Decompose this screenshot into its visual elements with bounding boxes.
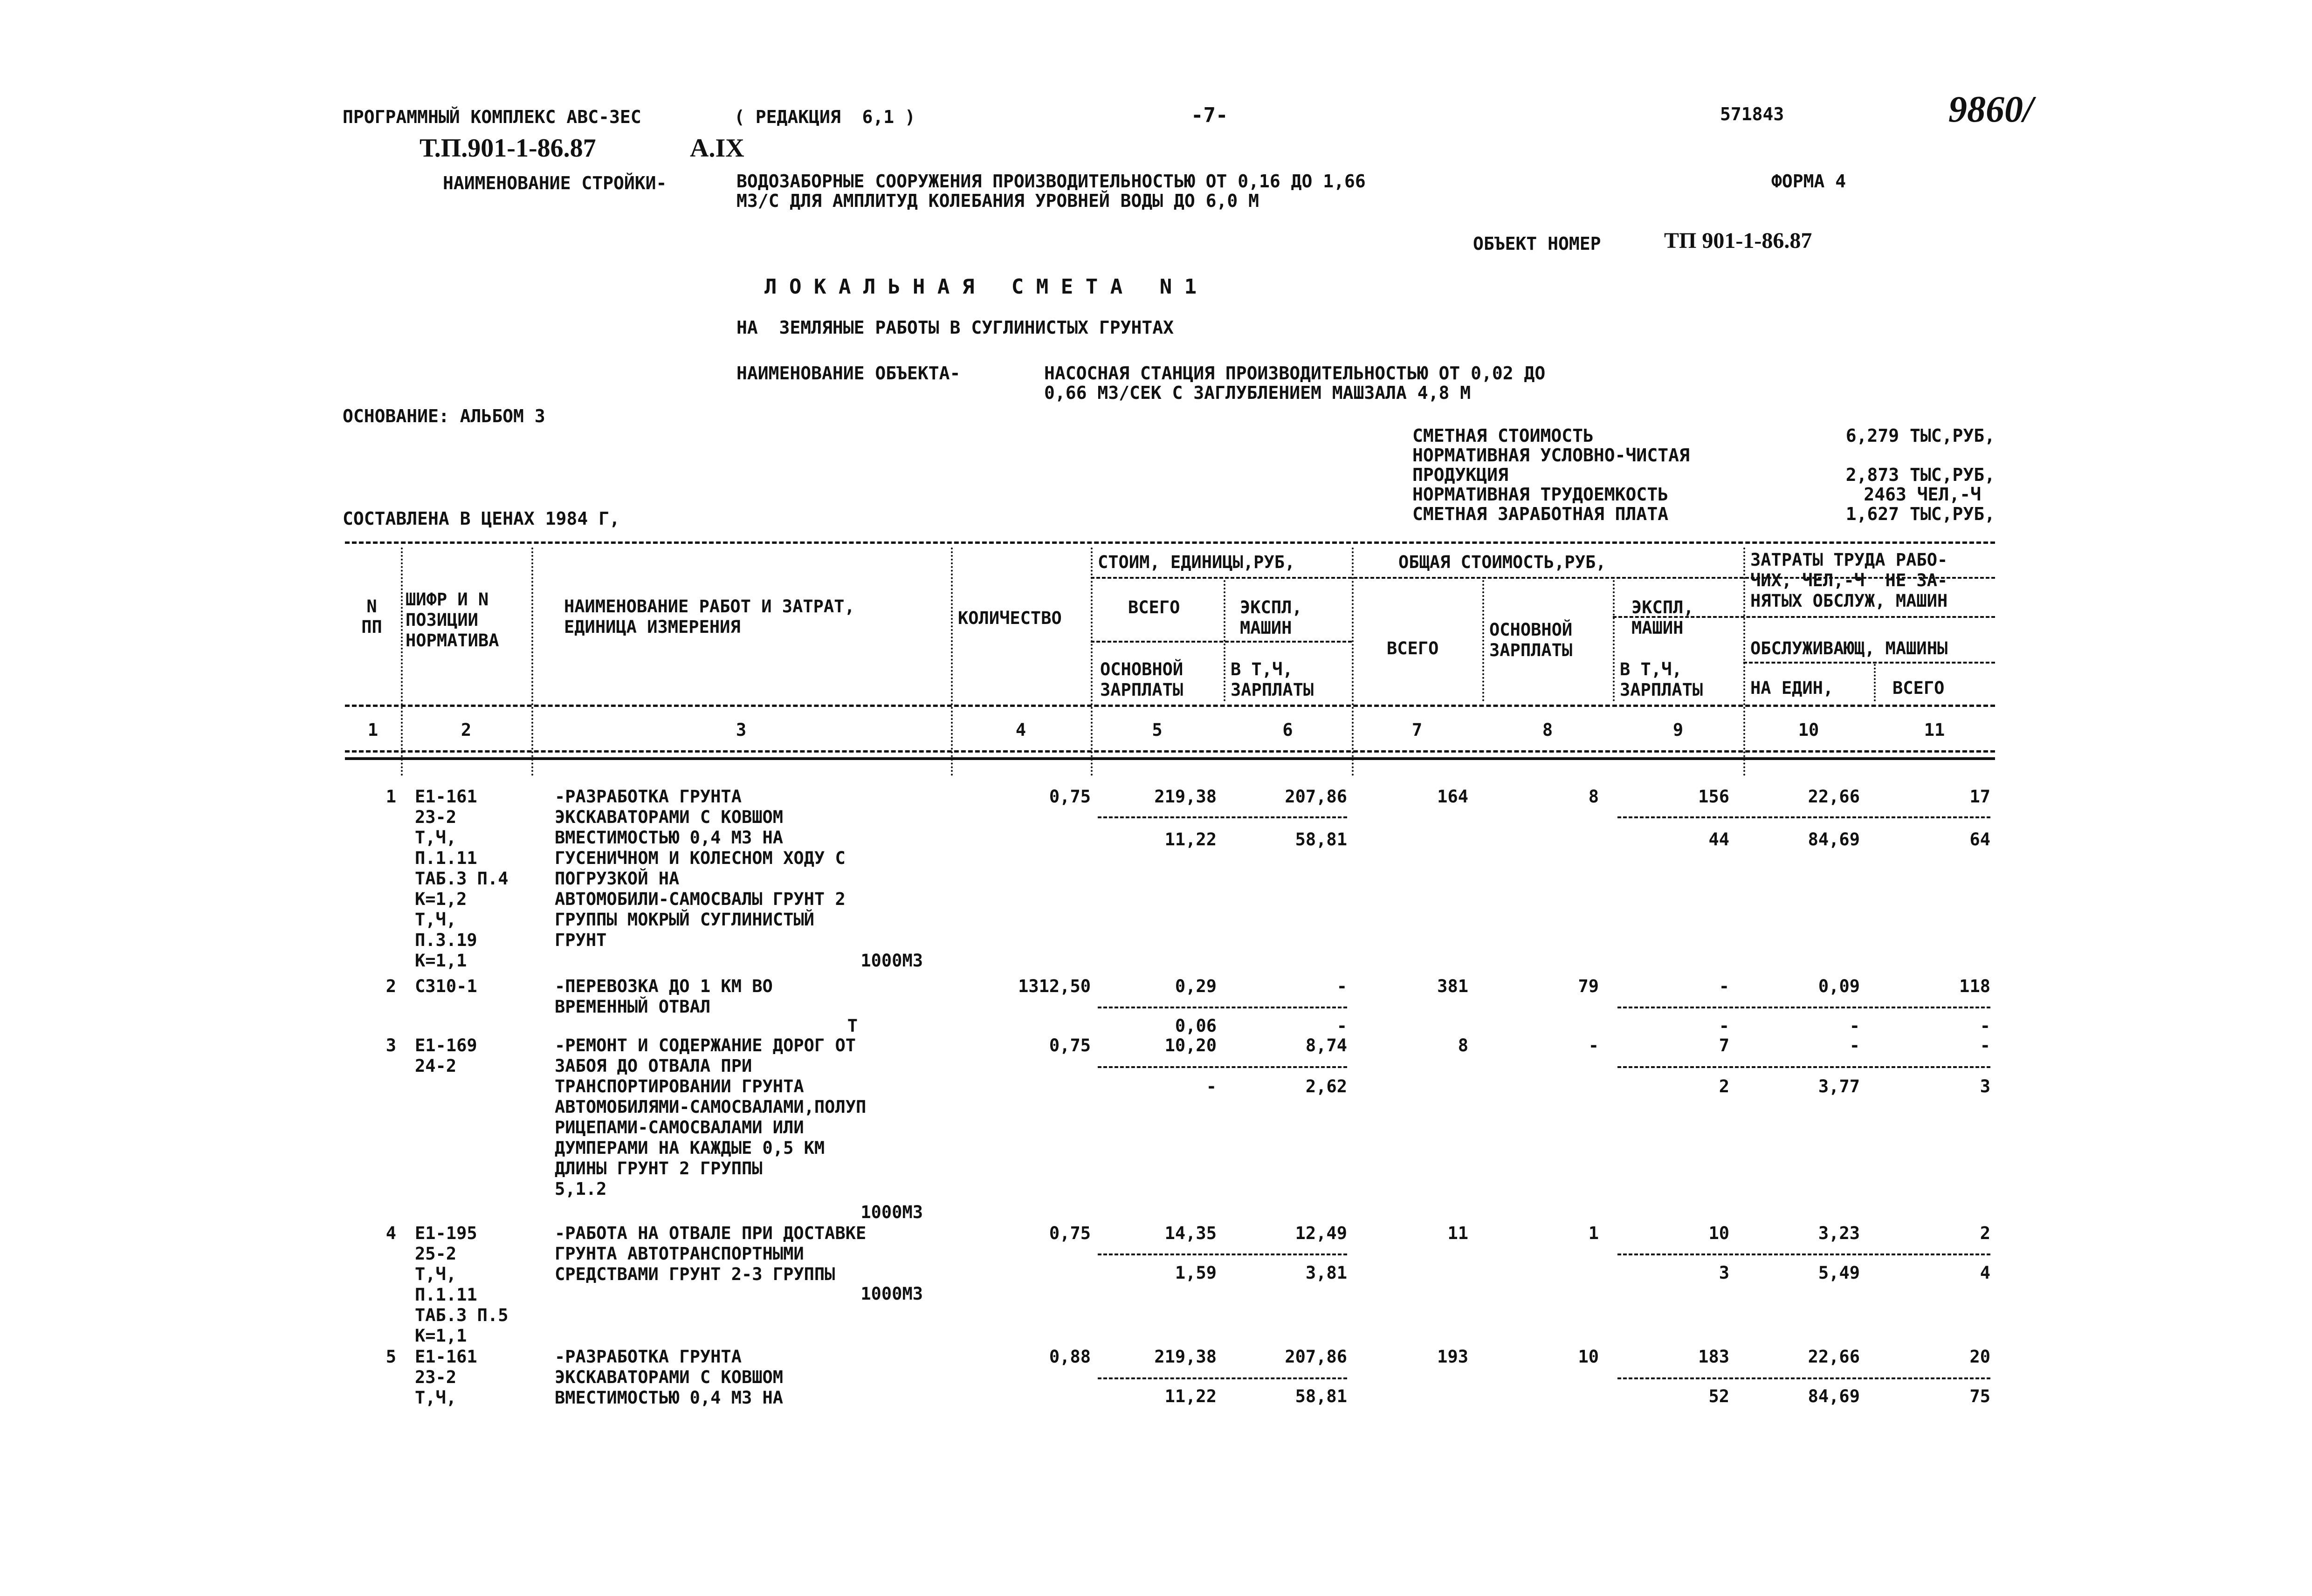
row-total-wage: -	[1588, 1035, 1599, 1055]
column-divider	[401, 548, 403, 776]
album: А.IX	[690, 134, 744, 163]
row-total-mach-wage: 52	[1708, 1386, 1729, 1406]
summary-label: СМЕТНАЯ СТОИМОСТЬ	[1412, 425, 1594, 446]
doc-code: 571843	[1720, 104, 1784, 124]
row-unit-wage: -	[1206, 1076, 1217, 1096]
header-total-mach: ЭКСПЛ, МАШИН	[1631, 597, 1694, 638]
estimate-title: Л О К А Л Ь Н А Я С М Е Т А N 1	[764, 275, 1197, 299]
row-separator	[1617, 1007, 1990, 1008]
row-quantity: 0,75	[1049, 1223, 1091, 1243]
row-total-all: 381	[1437, 976, 1468, 996]
row-code: Е1-169 24-2	[415, 1035, 477, 1076]
header-col-qty: КОЛИЧЕСТВО	[958, 608, 1062, 628]
row-total-mach: 10	[1708, 1223, 1729, 1243]
row-labor-unit: 84,69	[1808, 829, 1860, 849]
row-unit: 1000М3	[860, 951, 923, 971]
build-name-line2: М3/С ДЛЯ АМПЛИТУД КОЛЕБАНИЯ УРОВНЕЙ ВОДЫ ДО 6,0 М	[736, 191, 1259, 211]
row-separator	[1617, 816, 1990, 818]
row-labor-total: -	[1980, 1035, 1990, 1055]
header-rule	[1743, 662, 1995, 664]
row-total-mach-wage: -	[1719, 1016, 1729, 1036]
row-total-mach-wage: 44	[1708, 829, 1729, 849]
row-code: Е1-161 23-2 Т,Ч,	[415, 1347, 477, 1408]
row-total-wage: 10	[1578, 1347, 1599, 1367]
column-number: 9	[1672, 720, 1684, 740]
column-number: 8	[1542, 720, 1553, 740]
column-number: 10	[1798, 720, 1819, 740]
column-divider	[531, 548, 533, 776]
row-unit-mach-wage: 2,62	[1305, 1076, 1347, 1096]
build-name-line1: ВОДОЗАБОРНЫЕ СООРУЖЕНИЯ ПРОИЗВОДИТЕЛЬНОСТЬЮ ОТ 0,16 ДО 1,66	[736, 171, 1366, 192]
row-labor-unit: 22,66	[1808, 787, 1860, 807]
column-divider	[1613, 580, 1615, 701]
row-code: Е1-195 25-2 Т,Ч, П.1.11 ТАБ.3 П.5 К=1,1	[415, 1223, 509, 1346]
row-labor-total: 2	[1980, 1223, 1990, 1243]
summary-value: 2,873 ТЫС,РУБ,	[1845, 465, 1995, 485]
page-number: -7-	[1191, 103, 1228, 127]
object-label: НАИМЕНОВАНИЕ ОБЪЕКТА-	[736, 363, 961, 384]
row-total-mach-wage: 2	[1719, 1076, 1729, 1096]
header-unit-wage: ОСНОВНОЙ ЗАРПЛАТЫ	[1100, 659, 1184, 700]
column-number: 3	[736, 720, 747, 740]
row-labor-total: 118	[1959, 976, 1990, 996]
row-labor-unit: 22,66	[1808, 1347, 1860, 1367]
row-labor-unit: -	[1849, 1035, 1860, 1055]
row-unit-mach: 207,86	[1285, 1347, 1347, 1367]
object-name-line2: 0,66 М3/СЕК С ЗАГЛУБЛЕНИЕМ МАШЗАЛА 4,8 М	[1044, 383, 1471, 403]
row-unit: 1000М3	[860, 1284, 923, 1304]
column-number: 1	[367, 720, 378, 740]
handwritten-number: 9860/	[1948, 89, 2034, 130]
row-name: -ПЕРЕВОЗКА ДО 1 КМ ВО ВРЕМЕННЫЙ ОТВАЛ	[555, 976, 773, 1017]
header-total-cost: ОБЩАЯ СТОИМОСТЬ,РУБ,	[1398, 552, 1606, 572]
row-total-mach: -	[1719, 976, 1729, 996]
header-total-mach-wage: В Т,Ч, ЗАРПЛАТЫ	[1620, 659, 1703, 700]
row-labor-unit: 3,77	[1818, 1076, 1860, 1096]
row-labor-unit: -	[1849, 1016, 1860, 1036]
header-col-num: N ПП	[361, 596, 382, 637]
header-unit-mach-wage: В Т,Ч, ЗАРПЛАТЫ	[1231, 659, 1314, 700]
row-labor-unit: 0,09	[1818, 976, 1860, 996]
row-unit-mach-wage: 3,81	[1305, 1263, 1347, 1283]
column-number: 5	[1152, 720, 1163, 740]
row-unit-wage: 11,22	[1164, 829, 1217, 849]
column-number: 2	[461, 720, 472, 740]
build-label: НАИМЕНОВАНИЕ СТРОЙКИ-	[443, 173, 667, 193]
row-unit-mach: 12,49	[1295, 1223, 1347, 1243]
row-unit-total: 0,29	[1175, 976, 1217, 996]
column-divider	[1482, 580, 1484, 701]
row-name: -РАБОТА НА ОТВАЛЕ ПРИ ДОСТАВКЕ ГРУНТА АВТОТРАНСПОРТНЫМИ СРЕДСТВАМИ ГРУНТ 2-3 ГРУППЫ	[555, 1223, 867, 1284]
row-unit-wage: 11,22	[1164, 1386, 1217, 1406]
column-number: 11	[1924, 720, 1945, 740]
header-labor: ЗАТРАТЫ ТРУДА РАБО- ЧИХ, ЧЕЛ,-Ч НЕ ЗА- НЯТЫХ ОБСЛУЖ, МАШИН	[1750, 550, 1948, 611]
header-col-name: НАИМЕНОВАНИЕ РАБОТ И ЗАТРАТ, ЕДИНИЦА ИЗМЕРЕНИЯ	[564, 596, 855, 637]
row-unit-total: 219,38	[1154, 787, 1217, 807]
summary-label: НОРМАТИВНАЯ ТРУДОЕМКОСТЬ	[1412, 484, 1669, 505]
row-labor-total: 64	[1969, 829, 1990, 849]
row-name: -РАЗРАБОТКА ГРУНТА ЭКСКАВАТОРАМИ С КОВШОМ ВМЕСТИМОСТЬЮ 0,4 М3 НА	[555, 1347, 784, 1408]
row-code: Е1-161 23-2 Т,Ч, П.1.11 ТАБ.3 П.4 К=1,2 Т,Ч, П.3.19 К=1,1	[415, 787, 509, 971]
row-unit: 1000М3	[860, 1202, 923, 1222]
row-number: 1	[385, 787, 396, 807]
row-unit-mach-wage: 58,81	[1295, 829, 1347, 849]
column-number: 7	[1411, 720, 1423, 740]
header-total-wage: ОСНОВНОЙ ЗАРПЛАТЫ	[1489, 620, 1573, 660]
column-number: 4	[1015, 720, 1026, 740]
row-total-mach: 7	[1719, 1035, 1729, 1055]
row-unit-mach-wage: 58,81	[1295, 1386, 1347, 1406]
row-unit-total: 14,35	[1164, 1223, 1217, 1243]
row-labor-total: 75	[1969, 1386, 1990, 1406]
header-labor-sub: ОБСЛУЖИВАЮЩ, МАШИНЫ	[1750, 638, 1948, 658]
row-total-mach: 156	[1698, 787, 1729, 807]
row-labor-unit: 5,49	[1818, 1263, 1860, 1283]
header-labor-total: ВСЕГО	[1892, 678, 1945, 698]
header-unit-mach: ЭКСПЛ, МАШИН	[1240, 597, 1302, 638]
row-number: 4	[385, 1223, 396, 1243]
row-unit-mach: 207,86	[1285, 787, 1347, 807]
row-labor-total: 4	[1980, 1263, 1990, 1283]
row-unit-mach-wage: -	[1336, 1016, 1347, 1036]
row-total-wage: 79	[1578, 976, 1599, 996]
summary-value: 2463 ЧЕЛ,-Ч	[1864, 484, 1981, 505]
row-unit-total: 219,38	[1154, 1347, 1217, 1367]
row-separator	[1617, 1254, 1990, 1255]
column-divider	[1224, 580, 1225, 701]
row-separator	[1098, 816, 1347, 818]
row-labor-total: 20	[1969, 1347, 1990, 1367]
header-rule	[1091, 641, 1352, 643]
row-labor-total: -	[1980, 1016, 1990, 1036]
header-labor-unit: НА ЕДИН,	[1750, 678, 1834, 698]
row-total-mach-wage: 3	[1719, 1263, 1729, 1283]
column-divider	[1743, 548, 1745, 776]
row-labor-unit: 84,69	[1808, 1386, 1860, 1406]
object-number: ТП 901-1-86.87	[1664, 228, 1812, 253]
row-separator	[1098, 1066, 1347, 1068]
row-number: 3	[385, 1035, 396, 1055]
row-unit-mach: 8,74	[1305, 1035, 1347, 1055]
object-name-line1: НАСОСНАЯ СТАНЦИЯ ПРОИЗВОДИТЕЛЬНОСТЬЮ ОТ 0,02 ДО	[1044, 363, 1546, 384]
column-number: 6	[1282, 720, 1293, 740]
summary-label: СМЕТНАЯ ЗАРАБОТНАЯ ПЛАТА	[1412, 504, 1669, 524]
column-divider	[951, 548, 953, 776]
row-total-all: 11	[1447, 1223, 1468, 1243]
row-unit-total: 10,20	[1164, 1035, 1217, 1055]
row-code: С310-1	[415, 976, 477, 996]
column-divider	[1352, 548, 1354, 776]
row-separator	[1098, 1254, 1347, 1255]
basis: ОСНОВАНИЕ: АЛЬБОМ 3	[343, 406, 545, 426]
object-number-label: ОБЪЕКТ НОМЕР	[1473, 233, 1601, 254]
header-bottom-rule	[345, 705, 1995, 707]
row-unit-mach: -	[1336, 976, 1347, 996]
header-unit-total: ВСЕГО	[1128, 597, 1180, 617]
header-unit-cost: СТОИМ, ЕДИНИЦЫ,РУБ,	[1098, 552, 1295, 572]
row-labor-unit: 3,23	[1818, 1223, 1860, 1243]
edition: ( РЕДАКЦИЯ 6,1 )	[734, 107, 915, 127]
summary-value: 1,627 ТЫС,РУБ,	[1845, 504, 1995, 524]
estimate-subject: НА ЗЕМЛЯНЫЕ РАБОТЫ В СУГЛИНИСТЫХ ГРУНТАХ	[736, 317, 1174, 338]
row-quantity: 0,88	[1049, 1347, 1091, 1367]
row-separator	[1098, 1007, 1347, 1008]
row-separator	[1098, 1377, 1347, 1379]
row-unit: Т	[847, 1016, 858, 1036]
row-quantity: 0,75	[1049, 1035, 1091, 1055]
row-number: 2	[385, 976, 396, 996]
project-code: Т.П.901-1-86.87	[420, 134, 596, 163]
body-top-rule	[345, 757, 1995, 760]
row-name: -РАЗРАБОТКА ГРУНТА ЭКСКАВАТОРАМИ С КОВШОМ ВМЕСТИМОСТЬЮ 0,4 М3 НА ГУСЕНИЧНОМ И КОЛЕСНОМ ХОДУ С ПОГРУЗКОЙ НА АВТОМОБИЛИ-САМОСВАЛЫ ГРУНТ 2 ГРУППЫ МОКРЫЙ СУГЛИНИСТЫЙ ГРУНТ	[555, 787, 846, 950]
header-col-code: ШИФР И N ПОЗИЦИИ НОРМАТИВА	[406, 589, 499, 651]
row-total-all: 164	[1437, 787, 1468, 807]
row-name: -РЕМОНТ И СОДЕРЖАНИЕ ДОРОГ ОТ ЗАБОЯ ДО ОТВАЛА ПРИ ТРАНСПОРТИРОВАНИИ ГРУНТА АВТОМОБИЛЯМИ-САМОСВАЛАМИ,ПОЛУП РИЦЕПАМИ-САМОСВАЛАМИ ИЛИ ДУМПЕРАМИ НА КАЖДЫЕ 0,5 КМ ДЛИНЫ ГРУНТ 2 ГРУППЫ 5,1.2	[555, 1035, 867, 1199]
row-quantity: 1312,50	[1018, 976, 1091, 996]
row-labor-total: 3	[1980, 1076, 1990, 1096]
row-total-all: 193	[1437, 1347, 1468, 1367]
program-name: ПРОГРАММНЫЙ КОМПЛЕКС АВС-3ЕС	[343, 107, 641, 127]
column-divider	[1874, 664, 1876, 701]
prices-note: СОСТАВЛЕНА В ЦЕНАХ 1984 Г,	[343, 508, 620, 529]
form-label: ФОРМА 4	[1771, 171, 1846, 192]
row-quantity: 0,75	[1049, 787, 1091, 807]
row-labor-total: 17	[1969, 787, 1990, 807]
row-number: 5	[385, 1347, 396, 1367]
row-separator	[1617, 1066, 1990, 1068]
row-total-wage: 8	[1588, 787, 1599, 807]
summary-label: ПРОДУКЦИЯ	[1412, 465, 1508, 485]
summary-label: НОРМАТИВНАЯ УСЛОВНО-ЧИСТАЯ	[1412, 445, 1690, 466]
summary-value: 6,279 ТЫС,РУБ,	[1845, 425, 1995, 446]
table-top-rule	[345, 541, 1995, 544]
row-separator	[1617, 1377, 1990, 1379]
row-total-wage: 1	[1588, 1223, 1599, 1243]
column-divider	[1091, 548, 1093, 776]
row-unit-wage: 1,59	[1175, 1263, 1217, 1283]
header-total-all: ВСЕГО	[1387, 638, 1439, 658]
row-total-all: 8	[1458, 1035, 1468, 1055]
column-numbers-rule	[345, 750, 1995, 753]
row-unit-wage: 0,06	[1175, 1016, 1217, 1036]
row-total-mach: 183	[1698, 1347, 1729, 1367]
